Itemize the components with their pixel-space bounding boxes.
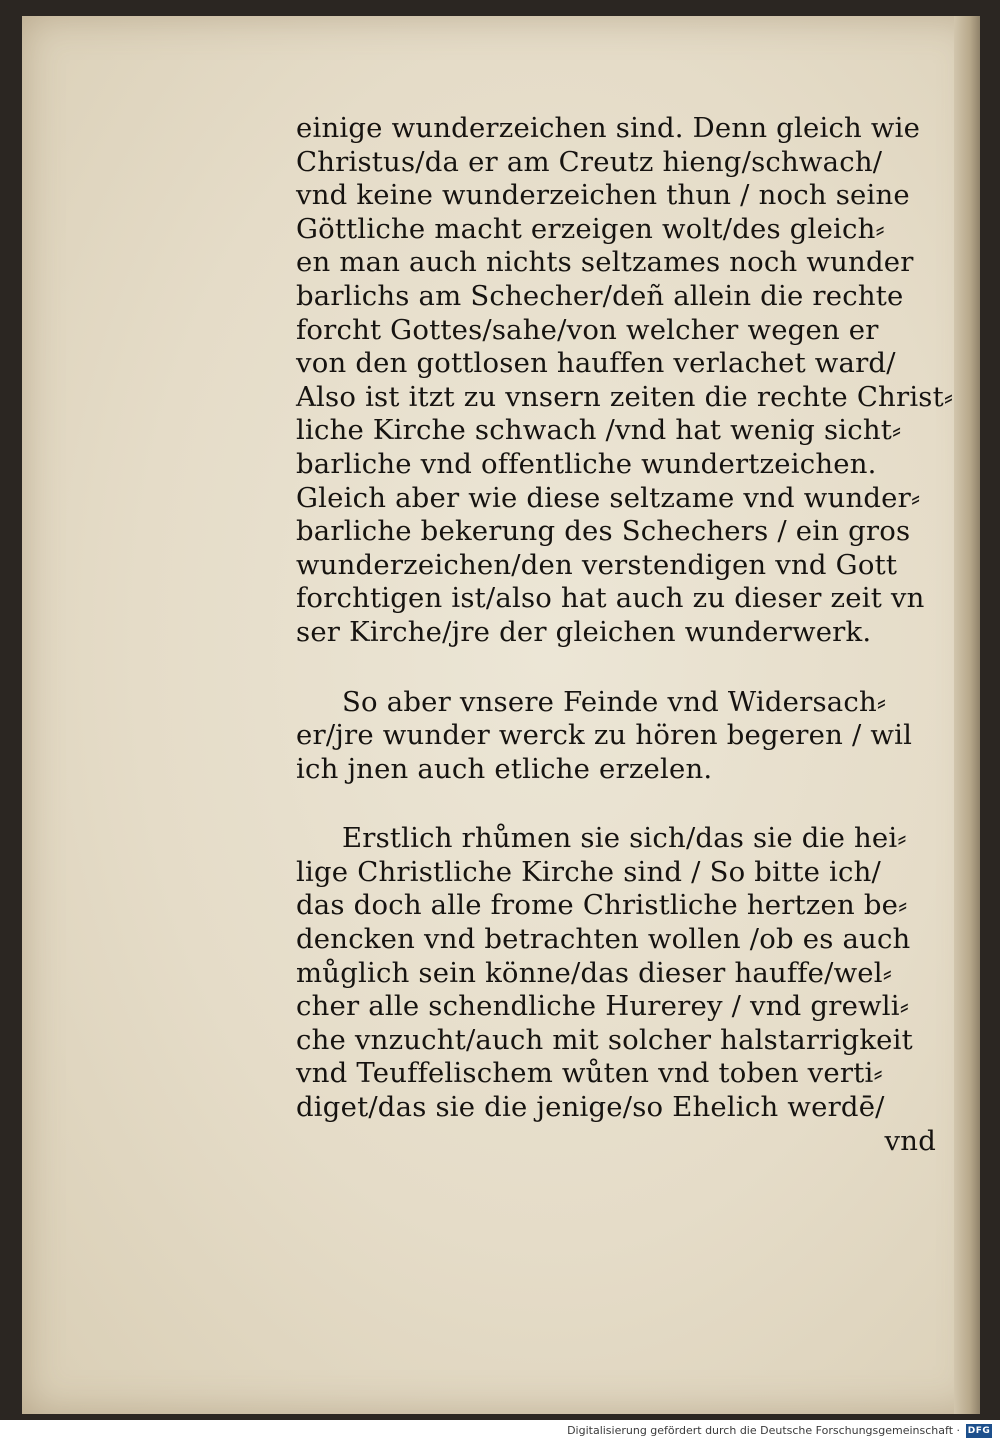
- paragraph-1: [296, 112, 954, 650]
- text-line: en man auch nichts seltzames noch wunder: [296, 246, 914, 279]
- text-line: einige wunderzeichen sind. Denn gleich wie: [296, 112, 921, 144]
- text-line: ser Kirche/jre der gleichen wunderwerk.: [296, 615, 872, 648]
- catchword: vnd: [884, 1124, 936, 1157]
- text-line: barliche vnd offentliche wundertzeichen.: [296, 447, 877, 480]
- text-line: cher alle schendliche Hurerey / vnd grewli⸗: [296, 990, 910, 1023]
- text-line: Göttliche macht erzeigen wolt/des gleich⸗: [296, 212, 885, 245]
- funding-credit: Digitalisierung gefördert durch die Deutsche Forschungsgemeinschaft ·: [567, 1424, 960, 1437]
- text-line: dencken vnd betrachten wollen /ob es auch: [296, 923, 911, 956]
- text-line: Gleich aber wie diese seltzame vnd wunder⸗: [296, 481, 921, 514]
- text-line: můglich sein könne/das dieser hauffe/wel⸗: [296, 956, 893, 989]
- text-line: Erstlich rhůmen sie sich/das sie die hei⸗: [342, 822, 907, 855]
- text-line: Christus/da er am Creutz hieng/schwach/: [296, 145, 883, 178]
- text-line: Also ist itzt zu vnsern zeiten die rechte Christ⸗: [296, 380, 954, 413]
- text-line: von den gottlosen hauffen verlachet ward/: [296, 347, 896, 380]
- text-line: vnd keine wunderzeichen thun / noch seine: [296, 179, 910, 212]
- text-line: vnd Teuffelischem wůten vnd toben verti⸗: [296, 1057, 883, 1090]
- paragraph-2: [296, 686, 946, 787]
- dfg-logo-icon: DFG: [967, 1426, 991, 1436]
- text-line: So aber vnsere Feinde vnd Widersach⸗: [342, 685, 887, 718]
- paragraph-gap: [296, 650, 946, 686]
- text-line: liche Kirche schwach /vnd hat wenig sicht⸗: [296, 414, 902, 447]
- paragraph-3: [296, 822, 946, 1158]
- text-line: barliche bekerung des Schechers / ein gros: [296, 515, 911, 548]
- text-line: er/jre wunder werck zu hören begeren / wil: [296, 719, 913, 752]
- text-line: das doch alle frome Christliche hertzen be⸗: [296, 889, 908, 922]
- text-line: diget/das sie die jenige/so Ehelich werdē/: [296, 1091, 885, 1124]
- text-line: ich jnen auch etliche erzelen.: [296, 752, 713, 785]
- page-edge: [954, 16, 980, 1414]
- text-line: lige Christliche Kirche sind / So bitte ich/: [296, 855, 881, 888]
- text-line: forchtigen ist/also hat auch zu dieser zeit vn: [296, 582, 925, 615]
- paragraph-gap: [296, 786, 946, 822]
- text-line: wunderzeichen/den verstendigen vnd Gott: [296, 548, 898, 581]
- page-text: [296, 112, 954, 1158]
- text-line: che vnzucht/auch mit solcher halstarrigkeit: [296, 1023, 913, 1056]
- digitization-footer: [0, 1420, 1000, 1443]
- text-line: forcht Gottes/sahe/von welcher wegen er: [296, 313, 879, 346]
- text-line: barlichs am Schecher/deñ allein die rechte: [296, 279, 904, 312]
